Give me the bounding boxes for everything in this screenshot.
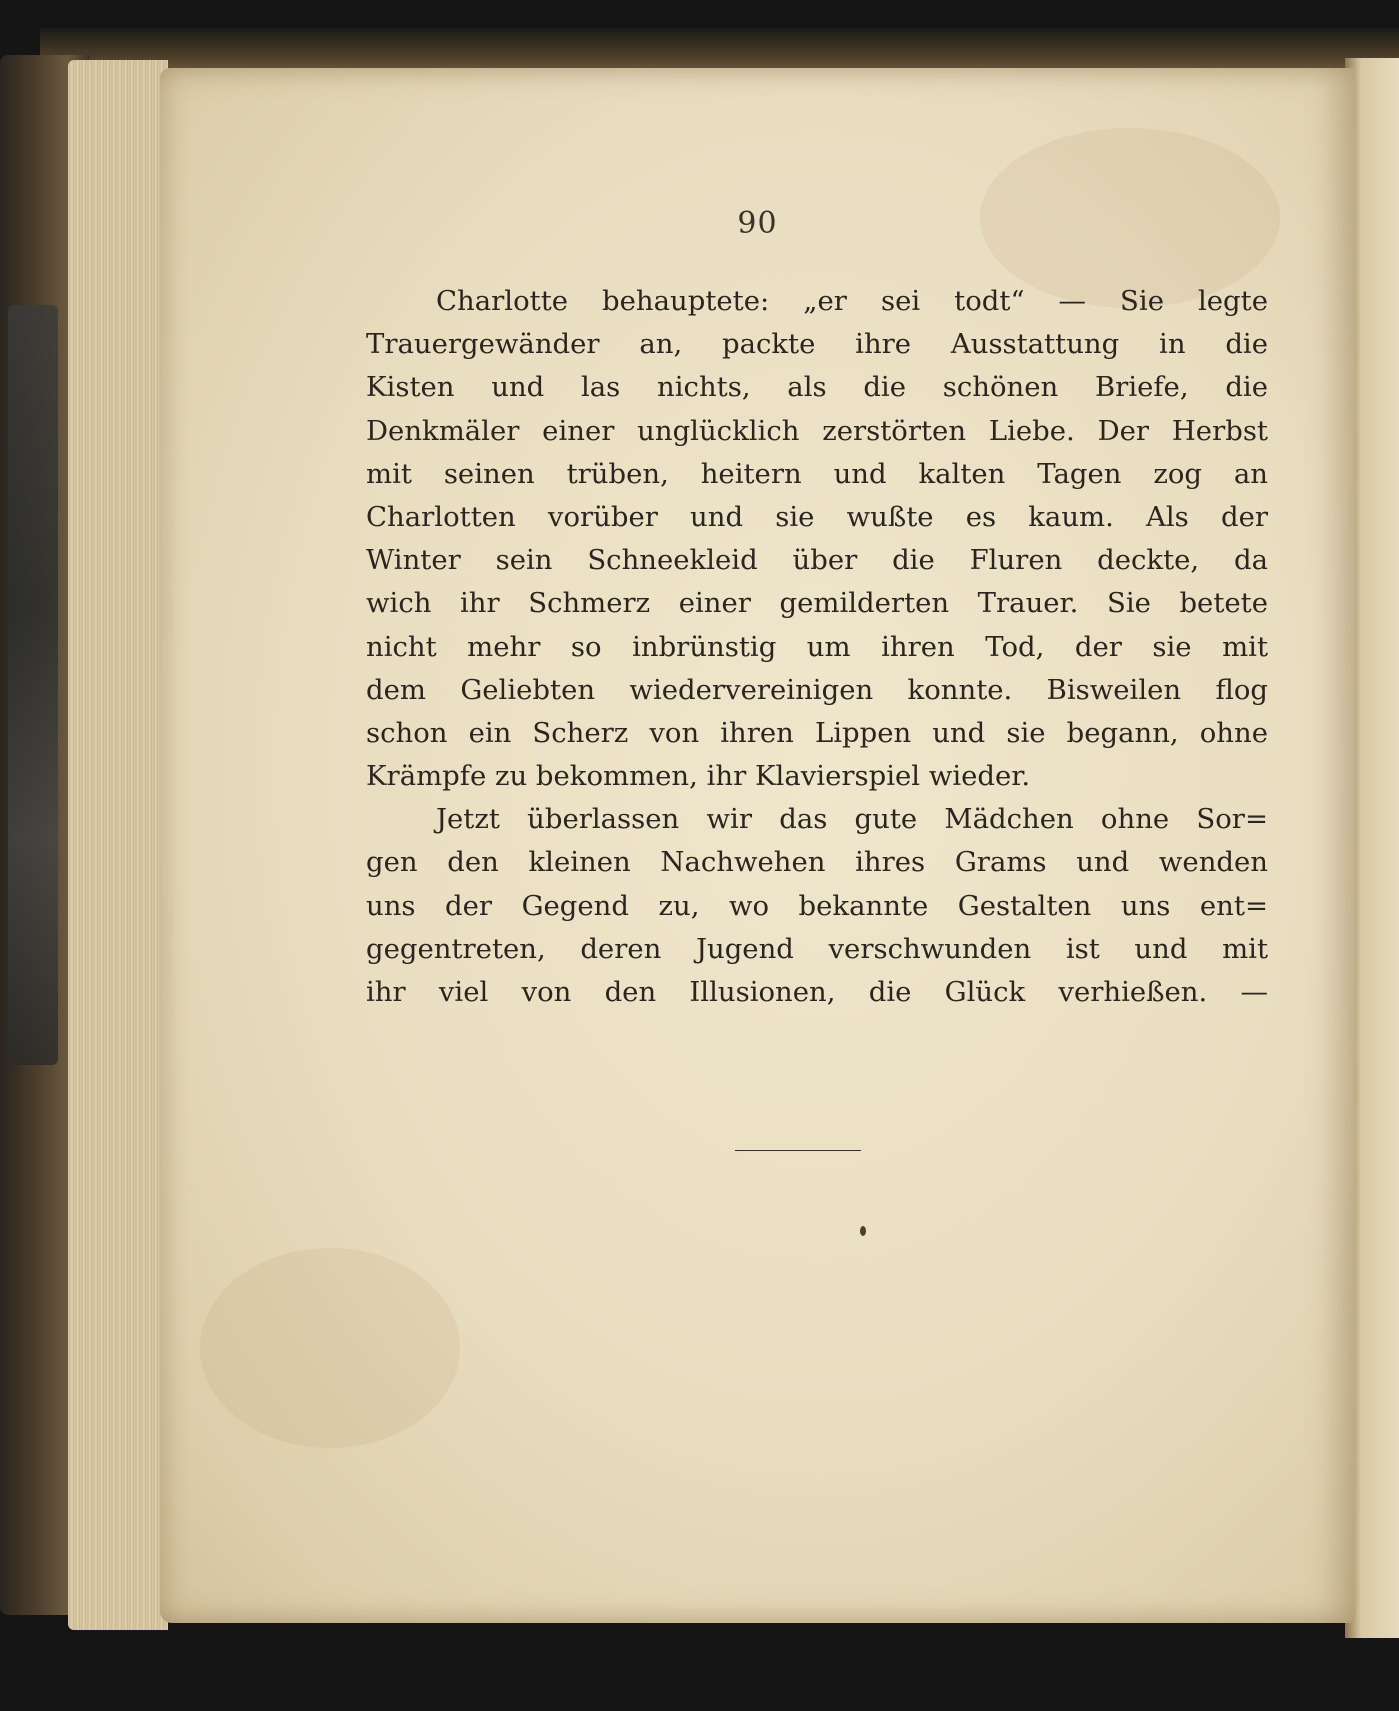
text-line: dem Geliebten wiedervereinigen konnte. Bisweilen flog [366,673,1268,706]
text-line: ihr viel von den Illusionen, die Glück verhießen. — [366,976,1268,1008]
text-line: nicht mehr so inbrünstig um ihren Tod, der sie mit [366,630,1268,663]
text-line: Trauergewänder an, packte ihre Ausstattung in die [366,328,1268,361]
text-line: wich ihr Schmerz einer gemilderten Trauer. Sie betete [366,587,1268,620]
book-page [160,68,1355,1623]
text-line: Charlotten vorüber und sie wußte es kaum. Als der [366,500,1268,533]
show-through-text [350,1058,1300,1096]
page-edges [68,60,168,1630]
text-line: Charlotte behauptete: „er sei todt“ — Sie legte [436,285,1268,317]
text-line: Jetzt überlassen wir das gute Mädchen ohne Sor= [436,803,1268,836]
text-line: mit seinen trüben, heitern und kalten Tagen zog an [366,457,1268,490]
page-stain [200,1248,460,1448]
book-spine-top [40,28,1399,73]
ink-dot [860,1226,866,1236]
page-number: 90 [737,206,778,241]
text-line: schon ein Scherz von ihren Lippen und sie begann, ohne [366,716,1268,749]
cover-wear [8,305,58,1065]
text-line: Kisten und las nichts, als die schönen Briefe, die [366,371,1268,404]
text-line: Krämpfe zu bekommen, ihr Klavierspiel wieder. [366,760,1031,793]
text-line: Denkmäler einer unglücklich zerstörten Liebe. Der Herbst [366,414,1268,447]
text-line: uns der Gegend zu, wo bekannte Gestalten uns ent= [366,889,1268,922]
text-line: gegentreten, deren Jugend verschwunden ist und mit [366,932,1268,965]
text-line: gen den kleinen Nachwehen ihres Grams und wenden [366,846,1268,879]
text-line: Winter sein Schneekleid über die Fluren deckte, da [366,544,1268,577]
body-text [366,280,1268,1014]
section-divider-rule [735,1150,861,1151]
